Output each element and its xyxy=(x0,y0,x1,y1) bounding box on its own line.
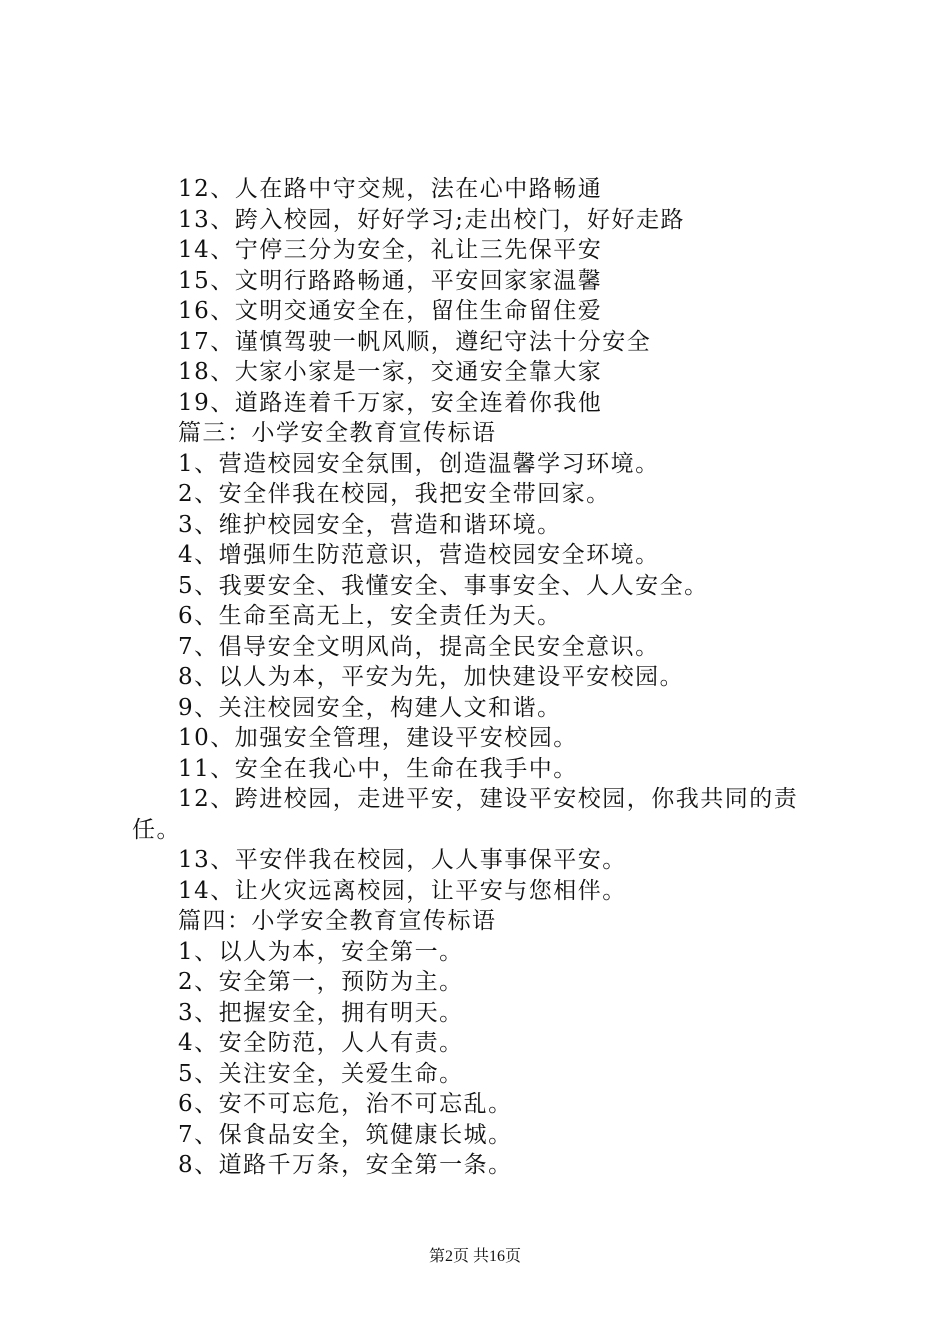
text-line: 4、安全防范，人人有责。 xyxy=(178,1030,464,1056)
text-line: 2、安全伴我在校园，我把安全带回家。 xyxy=(178,481,611,507)
text-line: 7、保食品安全，筑健康长城。 xyxy=(178,1121,513,1148)
text-line: 17、谨慎驾驶一帆风顺，遵纪守法十分安全 xyxy=(178,328,652,355)
text-line: 2、安全第一，预防为主。 xyxy=(178,969,464,995)
slogan-block-b xyxy=(132,845,832,1181)
text-line: 14、宁停三分为安全，礼让三先保平安 xyxy=(178,237,603,263)
document-body xyxy=(132,174,832,1181)
wrapped-slogan-line: 12、跨进校园，走进平安，建设平安校园，你我共同的责任。 xyxy=(132,786,799,843)
text-line: 16、文明交通安全在，留住生命留住爱 xyxy=(178,298,603,324)
text-line: 6、生命至高无上，安全责任为天。 xyxy=(178,603,562,629)
text-line: 5、我要安全、我懂安全、事事安全、人人安全。 xyxy=(178,572,709,599)
text-line: 15、文明行路路畅通，平安回家家温馨 xyxy=(178,267,603,294)
text-line: 篇三：小学安全教育宣传标语 xyxy=(178,420,497,446)
slogan-block-a xyxy=(132,174,832,784)
text-line: 3、把握安全，拥有明天。 xyxy=(178,999,464,1026)
page-footer: 第2页 共16页 xyxy=(428,1248,521,1265)
text-line: 1、营造校园安全氛围，创造温馨学习环境。 xyxy=(178,450,660,477)
text-line: 19、道路连着千万家，安全连着你我他 xyxy=(178,389,603,416)
text-line: 11、安全在我心中，生命在我手中。 xyxy=(178,755,578,782)
text-line: 18、大家小家是一家，交通安全靠大家 xyxy=(178,359,603,385)
text-line: 8、道路千万条，安全第一条。 xyxy=(178,1152,513,1178)
text-line: 9、关注校园安全，构建人文和谐。 xyxy=(178,694,562,721)
text-line: 7、倡导安全文明风尚，提高全民安全意识。 xyxy=(178,633,660,660)
text-line: 1、以人为本，安全第一。 xyxy=(178,938,464,965)
text-line: 10、加强安全管理，建设平安校园。 xyxy=(178,725,578,751)
text-line: 篇四：小学安全教育宣传标语 xyxy=(178,908,497,934)
text-line: 8、以人为本，平安为先，加快建设平安校园。 xyxy=(178,664,685,690)
text-line: 13、平安伴我在校园，人人事事保平安。 xyxy=(178,847,627,873)
text-line: 5、关注安全，关爱生命。 xyxy=(178,1060,464,1087)
text-line: 13、跨入校园，好好学习;走出校门，好好走路 xyxy=(178,206,686,233)
text-line: 4、增强师生防范意识，营造校园安全环境。 xyxy=(178,542,660,568)
text-line: 12、人在路中守交规，法在心中路畅通 xyxy=(178,176,603,202)
text-line: 14、让火灾远离校园，让平安与您相伴。 xyxy=(178,877,627,904)
text-line: 3、维护校园安全，营造和谐环境。 xyxy=(178,511,562,538)
text-line: 6、安不可忘危，治不可忘乱。 xyxy=(178,1091,513,1117)
